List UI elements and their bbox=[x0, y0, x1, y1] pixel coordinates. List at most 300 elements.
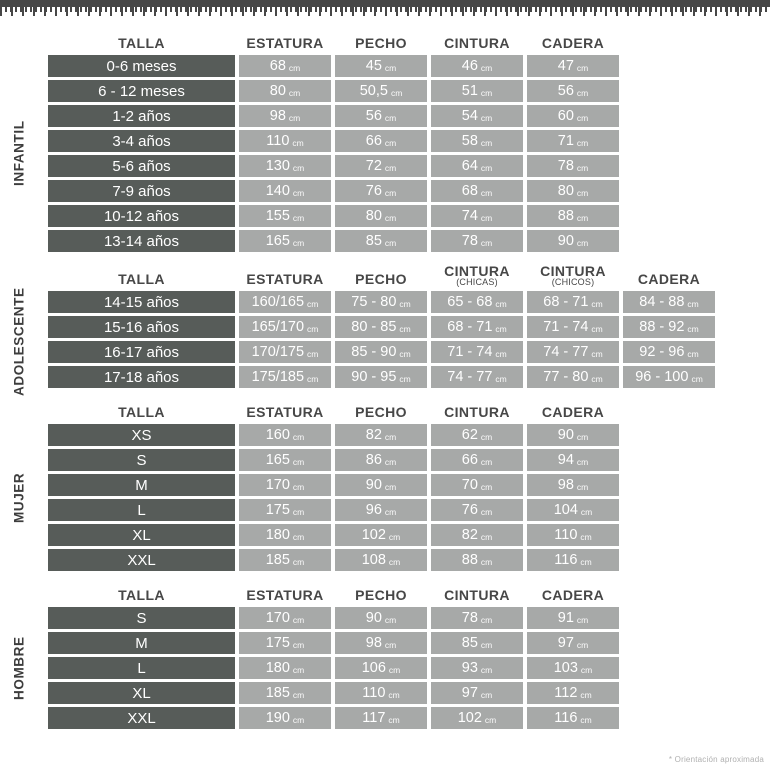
measurement-cell bbox=[239, 707, 331, 729]
column-header-label: TALLA bbox=[118, 35, 165, 51]
measurement-unit: cm bbox=[480, 456, 493, 467]
measurement-cell bbox=[335, 291, 427, 313]
measurement-unit: cm bbox=[384, 639, 397, 650]
measurement-value: 185 bbox=[265, 552, 290, 568]
column-header bbox=[48, 582, 235, 604]
measurement-unit: cm bbox=[292, 212, 305, 223]
size-label-cell: 14-15 años bbox=[48, 291, 235, 313]
measurement-cell bbox=[335, 316, 427, 338]
measurement-cell bbox=[335, 130, 427, 152]
measurement-cell bbox=[335, 449, 427, 471]
size-label-cell: 0-6 meses bbox=[48, 55, 235, 77]
measurement-value: 185 bbox=[265, 685, 290, 701]
column-header bbox=[623, 263, 715, 288]
measurement-value: 116 bbox=[554, 710, 578, 726]
measurement-unit: cm bbox=[384, 137, 397, 148]
measurement-value: 170 bbox=[265, 477, 290, 493]
column-header-sublabel: (CHICAS) bbox=[456, 277, 498, 287]
measurement-value: 90 bbox=[365, 477, 382, 493]
column-header bbox=[527, 399, 619, 421]
column-header bbox=[431, 263, 523, 288]
measurement-unit: cm bbox=[307, 373, 319, 384]
measurement-cell bbox=[527, 105, 619, 127]
measurement-cell bbox=[335, 632, 427, 654]
measurement-cell bbox=[623, 316, 715, 338]
section-label: INFANTIL bbox=[11, 120, 27, 187]
measurement-cell bbox=[431, 105, 523, 127]
measurement-value: 175 bbox=[265, 502, 290, 518]
column-header-label: ESTATURA bbox=[246, 35, 324, 51]
size-label-cell: L bbox=[48, 657, 235, 679]
measurement-value: 74 - 77 bbox=[447, 369, 493, 385]
measurement-unit: cm bbox=[576, 87, 589, 98]
column-header-label: CADERA bbox=[541, 35, 605, 51]
measurement-unit: cm bbox=[384, 481, 397, 492]
measurement-unit: cm bbox=[576, 162, 589, 173]
measurement-value: 80 bbox=[365, 208, 382, 224]
measurement-value: 80 bbox=[269, 83, 286, 99]
measurement-cell bbox=[527, 424, 619, 446]
measurement-unit: cm bbox=[580, 714, 592, 725]
measurement-cell bbox=[431, 524, 523, 546]
measurement-unit: cm bbox=[384, 614, 397, 625]
size-label-cell: 3-4 años bbox=[48, 130, 235, 152]
measurement-cell bbox=[527, 607, 619, 629]
column-header-label: ESTATURA bbox=[246, 587, 324, 603]
measurement-unit: cm bbox=[384, 62, 397, 73]
size-label-cell: XS bbox=[48, 424, 235, 446]
size-label-cell: M bbox=[48, 632, 235, 654]
measurement-cell bbox=[335, 366, 427, 388]
measurement-cell bbox=[335, 205, 427, 227]
measurement-unit: cm bbox=[384, 506, 397, 517]
measurement-unit: cm bbox=[292, 187, 305, 198]
measurement-value: 110 bbox=[266, 133, 290, 149]
measurement-cell bbox=[527, 341, 619, 363]
measurement-cell bbox=[527, 474, 619, 496]
measurement-value: 85 bbox=[461, 635, 478, 651]
size-label-cell: S bbox=[48, 449, 235, 471]
measurement-unit: cm bbox=[480, 212, 493, 223]
measurement-value: 74 bbox=[461, 208, 478, 224]
measurement-cell bbox=[239, 316, 331, 338]
measurement-unit: cm bbox=[580, 689, 592, 700]
measurement-value: 96 - 100 bbox=[635, 369, 689, 385]
measurement-unit: cm bbox=[292, 664, 305, 675]
measurement-cell bbox=[239, 80, 331, 102]
measurement-unit: cm bbox=[495, 298, 507, 309]
measurement-unit: cm bbox=[580, 556, 592, 567]
size-label-cell: 7-9 años bbox=[48, 180, 235, 202]
measurement-cell bbox=[527, 180, 619, 202]
measurement-unit: cm bbox=[384, 212, 397, 223]
measurement-value: 93 bbox=[461, 660, 478, 676]
measurement-value: 71 - 74 bbox=[447, 344, 493, 360]
measurement-cell bbox=[335, 707, 427, 729]
measurement-value: 50,5 bbox=[359, 83, 388, 99]
size-label-cell: 13-14 años bbox=[48, 230, 235, 252]
measurement-cell bbox=[335, 155, 427, 177]
size-label-cell: S bbox=[48, 607, 235, 629]
measurement-value: 78 bbox=[557, 158, 574, 174]
measurement-value: 103 bbox=[553, 660, 578, 676]
measurement-cell bbox=[431, 55, 523, 77]
measurement-unit: cm bbox=[591, 298, 603, 309]
measurement-cell bbox=[239, 291, 331, 313]
measurement-cell bbox=[239, 205, 331, 227]
measurement-value: 97 bbox=[461, 685, 478, 701]
column-header bbox=[527, 263, 619, 288]
measurement-value: 70 bbox=[461, 477, 478, 493]
measurement-unit: cm bbox=[576, 62, 589, 73]
measurement-unit: cm bbox=[480, 112, 493, 123]
measurement-cell bbox=[335, 55, 427, 77]
section-label: MUJER bbox=[11, 472, 27, 523]
column-header bbox=[48, 399, 235, 421]
measurement-value: 98 bbox=[557, 477, 574, 493]
measurement-cell bbox=[527, 657, 619, 679]
measurement-value: 117 bbox=[362, 710, 386, 726]
measurement-value: 84 - 88 bbox=[639, 294, 685, 310]
measurement-value: 85 bbox=[365, 233, 382, 249]
measurement-value: 66 bbox=[461, 452, 478, 468]
ruler-bar bbox=[0, 0, 770, 7]
measurement-cell bbox=[239, 105, 331, 127]
measurement-cell bbox=[431, 632, 523, 654]
measurement-cell bbox=[239, 130, 331, 152]
measurement-cell bbox=[431, 291, 523, 313]
measurement-unit: cm bbox=[480, 87, 493, 98]
measurement-cell bbox=[431, 316, 523, 338]
measurement-unit: cm bbox=[288, 87, 301, 98]
measurement-value: 46 bbox=[461, 58, 478, 74]
measurement-unit: cm bbox=[495, 348, 507, 359]
size-label-cell: M bbox=[48, 474, 235, 496]
measurement-value: 97 bbox=[557, 635, 574, 651]
measurement-cell bbox=[431, 499, 523, 521]
measurement-value: 62 bbox=[461, 427, 478, 443]
measurement-unit: cm bbox=[576, 431, 589, 442]
measuring-tape-graphic bbox=[0, 0, 770, 18]
measurement-cell bbox=[335, 524, 427, 546]
measurement-cell bbox=[527, 499, 619, 521]
measurement-cell bbox=[335, 341, 427, 363]
measurement-cell bbox=[431, 130, 523, 152]
column-header-label: CINTURA bbox=[540, 263, 606, 279]
measurement-unit: cm bbox=[480, 689, 493, 700]
measurement-value: 88 bbox=[557, 208, 574, 224]
measurement-cell bbox=[431, 449, 523, 471]
measurement-unit: cm bbox=[307, 298, 319, 309]
measurement-cell bbox=[527, 682, 619, 704]
column-header bbox=[335, 263, 427, 288]
measurement-unit: cm bbox=[288, 112, 301, 123]
measurement-unit: cm bbox=[580, 664, 593, 675]
measurement-unit: cm bbox=[292, 237, 305, 248]
measurement-cell bbox=[623, 341, 715, 363]
size-label-cell: 17-18 años bbox=[48, 366, 235, 388]
measurement-cell bbox=[239, 230, 331, 252]
column-header-label: PECHO bbox=[355, 35, 407, 51]
measurement-value: 110 bbox=[554, 527, 578, 543]
measurement-cell bbox=[527, 80, 619, 102]
column-header bbox=[431, 399, 523, 421]
measurement-value: 92 - 96 bbox=[639, 344, 685, 360]
size-table bbox=[48, 582, 619, 729]
measurement-value: 68 - 71 bbox=[543, 294, 589, 310]
measurement-value: 98 bbox=[365, 635, 382, 651]
measurement-unit: cm bbox=[292, 506, 305, 517]
measurement-value: 94 bbox=[557, 452, 574, 468]
measurement-unit: cm bbox=[292, 531, 305, 542]
measurement-cell bbox=[527, 155, 619, 177]
measurement-unit: cm bbox=[576, 456, 589, 467]
size-label-cell: XXL bbox=[48, 707, 235, 729]
measurement-unit: cm bbox=[292, 456, 305, 467]
measurement-value: 90 bbox=[557, 233, 574, 249]
column-header-label: PECHO bbox=[355, 271, 407, 287]
column-header bbox=[48, 30, 235, 52]
measurement-unit: cm bbox=[388, 556, 401, 567]
column-header-label: CINTURA bbox=[444, 35, 510, 51]
measurement-value: 98 bbox=[269, 108, 286, 124]
column-header-label: CINTURA bbox=[444, 263, 510, 279]
measurement-value: 56 bbox=[557, 83, 574, 99]
measurement-unit: cm bbox=[399, 373, 411, 384]
section-label: ADOLESCENTE bbox=[11, 287, 27, 397]
size-label-cell: 5-6 años bbox=[48, 155, 235, 177]
measurement-unit: cm bbox=[480, 614, 493, 625]
measurement-unit: cm bbox=[388, 664, 401, 675]
measurement-value: 175 bbox=[265, 635, 290, 651]
measurement-cell bbox=[239, 180, 331, 202]
measurement-value: 96 bbox=[365, 502, 382, 518]
measurement-unit: cm bbox=[576, 112, 589, 123]
size-label-cell: 15-16 años bbox=[48, 316, 235, 338]
measurement-unit: cm bbox=[687, 323, 699, 334]
measurement-value: 104 bbox=[553, 502, 578, 518]
measurement-value: 170/175 bbox=[251, 344, 305, 360]
measurement-value: 91 bbox=[557, 610, 574, 626]
measurement-unit: cm bbox=[591, 373, 603, 384]
measurement-cell bbox=[527, 55, 619, 77]
measurement-unit: cm bbox=[384, 431, 397, 442]
measurement-unit: cm bbox=[480, 162, 493, 173]
measurement-unit: cm bbox=[687, 348, 699, 359]
measurement-value: 86 bbox=[365, 452, 382, 468]
measurement-cell bbox=[623, 291, 715, 313]
measurement-unit: cm bbox=[292, 431, 305, 442]
size-label-cell: L bbox=[48, 499, 235, 521]
column-header-label: CADERA bbox=[637, 271, 701, 287]
measurement-cell bbox=[431, 366, 523, 388]
column-header-label: TALLA bbox=[118, 587, 165, 603]
measurement-cell bbox=[431, 682, 523, 704]
measurement-value: 90 - 95 bbox=[351, 369, 397, 385]
measurement-unit: cm bbox=[399, 298, 411, 309]
measurement-unit: cm bbox=[384, 237, 397, 248]
measurement-cell bbox=[431, 474, 523, 496]
measurement-cell bbox=[431, 707, 523, 729]
measurement-cell bbox=[335, 105, 427, 127]
measurement-unit: cm bbox=[480, 531, 493, 542]
measurement-cell bbox=[239, 499, 331, 521]
measurement-unit: cm bbox=[480, 62, 493, 73]
column-header bbox=[335, 582, 427, 604]
measurement-unit: cm bbox=[384, 187, 397, 198]
measurement-cell bbox=[431, 657, 523, 679]
measurement-cell bbox=[431, 230, 523, 252]
measurement-value: 66 bbox=[365, 133, 382, 149]
size-label-cell: XL bbox=[48, 682, 235, 704]
column-header bbox=[527, 30, 619, 52]
measurement-cell bbox=[527, 230, 619, 252]
measurement-cell bbox=[239, 682, 331, 704]
measurement-cell bbox=[239, 607, 331, 629]
measurement-value: 88 bbox=[461, 552, 478, 568]
measurement-value: 76 bbox=[461, 502, 478, 518]
measurement-value: 68 - 71 bbox=[447, 319, 493, 335]
measurement-cell bbox=[527, 632, 619, 654]
column-header bbox=[431, 582, 523, 604]
measurement-cell bbox=[431, 205, 523, 227]
measurement-value: 170 bbox=[265, 610, 290, 626]
measurement-value: 102 bbox=[361, 527, 386, 543]
measurement-cell bbox=[431, 607, 523, 629]
measurement-value: 160 bbox=[265, 427, 290, 443]
size-table bbox=[48, 263, 715, 388]
measurement-value: 165/170 bbox=[251, 319, 305, 335]
measurement-value: 75 - 80 bbox=[351, 294, 397, 310]
measurement-value: 112 bbox=[554, 685, 578, 701]
measurement-cell bbox=[239, 55, 331, 77]
size-table bbox=[48, 30, 619, 252]
column-header bbox=[335, 30, 427, 52]
measurement-value: 72 bbox=[365, 158, 382, 174]
measurement-value: 165 bbox=[265, 233, 290, 249]
measurement-value: 175/185 bbox=[251, 369, 305, 385]
measurement-value: 74 - 77 bbox=[543, 344, 589, 360]
measurement-value: 68 bbox=[269, 58, 286, 74]
measurement-unit: cm bbox=[384, 112, 397, 123]
measurement-value: 64 bbox=[461, 158, 478, 174]
measurement-value: 82 bbox=[365, 427, 382, 443]
measurement-unit: cm bbox=[292, 639, 305, 650]
measurement-cell bbox=[527, 291, 619, 313]
measurement-cell bbox=[431, 155, 523, 177]
measurement-unit: cm bbox=[307, 323, 319, 334]
measurement-value: 68 bbox=[461, 183, 478, 199]
column-header-label: CINTURA bbox=[444, 404, 510, 420]
column-header bbox=[431, 30, 523, 52]
measurement-unit: cm bbox=[480, 664, 493, 675]
measurement-cell bbox=[335, 180, 427, 202]
section-hombre bbox=[11, 582, 770, 729]
measurement-value: 54 bbox=[461, 108, 478, 124]
column-header-label: CADERA bbox=[541, 587, 605, 603]
measurement-cell bbox=[239, 366, 331, 388]
measurement-unit: cm bbox=[480, 506, 493, 517]
measurement-value: 65 - 68 bbox=[447, 294, 493, 310]
size-label-cell: 6 - 12 meses bbox=[48, 80, 235, 102]
measurement-value: 80 bbox=[557, 183, 574, 199]
size-table bbox=[48, 399, 619, 571]
measurement-cell bbox=[335, 80, 427, 102]
measurement-cell bbox=[527, 316, 619, 338]
measurement-cell bbox=[527, 366, 619, 388]
measurement-unit: cm bbox=[388, 531, 401, 542]
measurement-cell bbox=[239, 657, 331, 679]
measurement-value: 51 bbox=[461, 83, 478, 99]
measurement-cell bbox=[239, 341, 331, 363]
measurement-value: 80 - 85 bbox=[351, 319, 397, 335]
measurement-value: 106 bbox=[361, 660, 386, 676]
column-header bbox=[335, 399, 427, 421]
size-label-cell: 10-12 años bbox=[48, 205, 235, 227]
measurement-cell bbox=[239, 524, 331, 546]
measurement-cell bbox=[335, 424, 427, 446]
footnote: * Orientación aproximada bbox=[668, 755, 764, 764]
column-header-label: PECHO bbox=[355, 587, 407, 603]
column-header bbox=[527, 582, 619, 604]
measurement-unit: cm bbox=[388, 689, 400, 700]
measurement-unit: cm bbox=[292, 481, 305, 492]
measurement-value: 180 bbox=[265, 527, 290, 543]
measurement-unit: cm bbox=[580, 531, 592, 542]
measurement-unit: cm bbox=[307, 348, 319, 359]
measurement-cell bbox=[431, 180, 523, 202]
measurement-value: 102 bbox=[457, 710, 482, 726]
measurement-unit: cm bbox=[576, 614, 589, 625]
measurement-value: 155 bbox=[265, 208, 290, 224]
measurement-unit: cm bbox=[576, 137, 589, 148]
measurement-value: 78 bbox=[461, 233, 478, 249]
measurement-value: 78 bbox=[461, 610, 478, 626]
measurement-unit: cm bbox=[292, 162, 305, 173]
measurement-value: 140 bbox=[265, 183, 290, 199]
measurement-cell bbox=[431, 549, 523, 571]
size-label-cell: XXL bbox=[48, 549, 235, 571]
measurement-unit: cm bbox=[576, 237, 589, 248]
measurement-unit: cm bbox=[390, 87, 403, 98]
section-adolescente bbox=[11, 263, 770, 397]
column-header-label: CADERA bbox=[541, 404, 605, 420]
measurement-value: 71 - 74 bbox=[543, 319, 589, 335]
measurement-unit: cm bbox=[484, 714, 497, 725]
measurement-cell bbox=[335, 474, 427, 496]
measurement-unit: cm bbox=[576, 212, 589, 223]
column-header-label: CINTURA bbox=[444, 587, 510, 603]
measurement-cell bbox=[431, 80, 523, 102]
measurement-value: 90 bbox=[365, 610, 382, 626]
measurement-cell bbox=[335, 657, 427, 679]
column-header bbox=[239, 399, 331, 421]
measurement-cell bbox=[335, 607, 427, 629]
column-header-label: ESTATURA bbox=[246, 404, 324, 420]
measurement-unit: cm bbox=[495, 373, 507, 384]
measurement-cell bbox=[527, 449, 619, 471]
measurement-unit: cm bbox=[495, 323, 507, 334]
measurement-value: 45 bbox=[365, 58, 382, 74]
section-mujer bbox=[11, 399, 770, 571]
measurement-unit: cm bbox=[480, 431, 493, 442]
measurement-cell bbox=[527, 707, 619, 729]
measurement-value: 88 - 92 bbox=[639, 319, 685, 335]
measurement-cell bbox=[239, 424, 331, 446]
measurement-unit: cm bbox=[576, 639, 589, 650]
measurement-cell bbox=[335, 682, 427, 704]
measurement-cell bbox=[527, 130, 619, 152]
